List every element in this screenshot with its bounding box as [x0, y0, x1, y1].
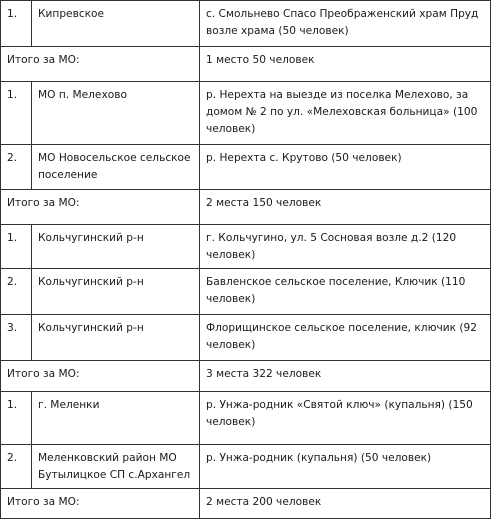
row-number: 2.: [1, 269, 32, 315]
total-label: Итого за МО:: [1, 47, 200, 82]
total-value: 3 места 322 человек: [200, 361, 491, 392]
table-row: [1, 82, 491, 145]
municipality-name: Кольчугинский р-н: [32, 315, 200, 361]
municipality-name: Меленковский район МО Бутылицкое СП с.Архангел: [32, 445, 200, 489]
municipality-name: Кольчугинский р-н: [32, 225, 200, 269]
total-row: [1, 47, 491, 82]
municipality-name: Кольчугинский р-н: [32, 269, 200, 315]
table-row: [1, 145, 491, 190]
table-row: [1, 445, 491, 489]
municipality-name: Кипревское: [32, 1, 200, 47]
row-number: 1.: [1, 225, 32, 269]
place-description: Бавленское сельское поселение, Ключик (110 человек): [200, 269, 491, 315]
total-label: Итого за МО:: [1, 190, 200, 225]
place-description: г. Кольчугино, ул. 5 Сосновая возле д.2 (120 человек): [200, 225, 491, 269]
place-description: р. Унжа-родник (купальня) (50 человек): [200, 445, 491, 489]
place-description: р. Нерехта с. Крутово (50 человек): [200, 145, 491, 190]
total-label: Итого за МО:: [1, 489, 200, 519]
row-number: 1.: [1, 392, 32, 445]
total-value: 2 места 150 человек: [200, 190, 491, 225]
total-label: Итого за МО:: [1, 361, 200, 392]
row-number: 2.: [1, 445, 32, 489]
municipality-name: МО Новосельское сельское поселение: [32, 145, 200, 190]
table-row: [1, 392, 491, 445]
municipality-name: г. Меленки: [32, 392, 200, 445]
table-row: [1, 269, 491, 315]
total-value: 2 места 200 человек: [200, 489, 491, 519]
place-description: Флорищинское сельское поселение, ключик (92 человек): [200, 315, 491, 361]
table-row: [1, 1, 491, 47]
place-description: р. Нерехта на выезде из поселка Мелехово, за домом № 2 по ул. «Мелеховская больница» (100 человек): [200, 82, 491, 145]
municipality-name: МО п. Мелехово: [32, 82, 200, 145]
row-number: 3.: [1, 315, 32, 361]
table-row: [1, 315, 491, 361]
row-number: 1.: [1, 1, 32, 47]
total-row: [1, 190, 491, 225]
table-row: [1, 225, 491, 269]
place-description: р. Унжа-родник «Святой ключ» (купальня) (150 человек): [200, 392, 491, 445]
row-number: 1.: [1, 82, 32, 145]
row-number: 2.: [1, 145, 32, 190]
place-description: с. Смольнево Спасо Преображенский храм Пруд возле храма (50 человек): [200, 1, 491, 47]
total-value: 1 место 50 человек: [200, 47, 491, 82]
total-row: [1, 361, 491, 392]
total-row: [1, 489, 491, 519]
